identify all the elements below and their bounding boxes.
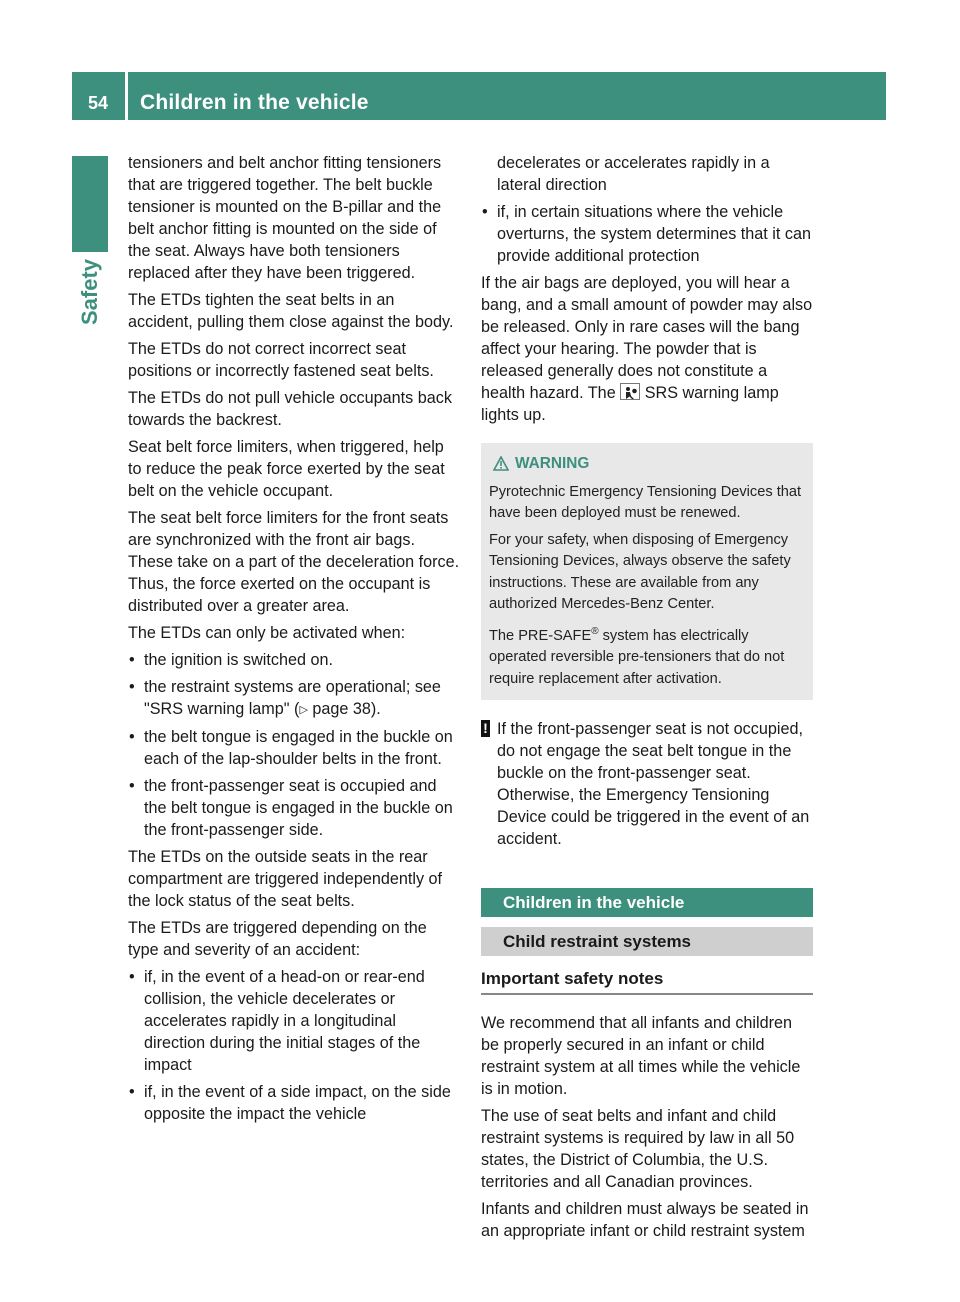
bullet-icon: • xyxy=(129,777,135,795)
warning-paragraph xyxy=(489,621,805,691)
warning-heading xyxy=(489,453,805,475)
paragraph: The ETDs on the outside seats in the rear compartment are triggered independently of the lock status of the seat belts. xyxy=(128,848,443,910)
list-item-text: the restraint systems are operational; see "SRS warning lamp" ( xyxy=(144,678,441,718)
paragraph: The ETDs tighten the seat belts in an accident, pulling them close against the body. xyxy=(128,291,454,331)
list-item-text: the front-passenger seat is occupied and the belt tongue is engaged in the buckle on the front-passenger side. xyxy=(144,777,453,839)
left-column xyxy=(128,152,461,1130)
list-item xyxy=(128,1081,461,1125)
paragraph: The ETDs can only be activated when: xyxy=(128,624,406,642)
paragraph: The ETDs do not correct incorrect seat positions or incorrectly fastened seat belts. xyxy=(128,340,434,380)
page-reference-link[interactable]: page 38). xyxy=(307,700,381,718)
section-heading: Children in the vehicle xyxy=(481,888,813,917)
list-item xyxy=(128,676,461,721)
bullet-icon: • xyxy=(129,1083,135,1101)
notice-text: If the front-passenger seat is not occupied, do not engage the seat belt tongue in the buckle on the front-passenger seat. Otherwise, the Emergency Tensioning Device could be triggered in the event of an accident. xyxy=(497,720,810,848)
paragraph: The ETDs do not pull vehicle occupants back towards the backrest. xyxy=(128,389,452,429)
side-tab-label: Safety xyxy=(77,258,102,326)
list-item xyxy=(128,966,461,1076)
page-reference-arrow-icon[interactable]: ▷ xyxy=(299,704,308,716)
trigger-conditions-list-continued xyxy=(481,152,813,267)
srs-warning-lamp-icon xyxy=(620,383,640,400)
right-column xyxy=(481,152,813,1247)
bullet-icon: • xyxy=(129,728,135,746)
warning-paragraph: For your safety, when disposing of Emergency Tensioning Devices, always observe the safety instructions. These are available from any authorized Mercedes-Benz Center. xyxy=(489,531,791,612)
bullet-icon: • xyxy=(129,968,135,986)
list-item-text: if, in certain situations where the vehicle overturns, the system determines that it can provide additional protection xyxy=(497,203,811,265)
exclamation-icon: ! xyxy=(481,720,490,737)
list-item-text: decelerates or accelerates rapidly in a lateral direction xyxy=(497,154,770,194)
paragraph: Infants and children must always be seated in an appropriate infant or child restraint system xyxy=(481,1200,809,1240)
paragraph: The use of seat belts and infant and child restraint systems is required by law in all 50 states, the District of Columbia, the U.S. territories and all Canadian provinces. xyxy=(481,1107,795,1191)
paragraph: The ETDs are triggered depending on the type and severity of an accident: xyxy=(128,919,427,959)
paragraph: The seat belt force limiters for the front seats are synchronized with the front air bags. These take on a part of the deceleration force. Thus, the force exerted on the occupant is distributed over a greater area. xyxy=(128,509,460,615)
paragraph: tensioners and belt anchor fitting tensioners that are triggered together. The belt buckle tensioner is mounted on the B-pillar and the belt anchor fitting is mounted on the side of the seat. Always have both tensioners replaced after they have been triggered. xyxy=(128,154,442,282)
airbag-paragraph xyxy=(481,272,813,426)
bullet-icon: • xyxy=(129,651,135,669)
activation-conditions-list xyxy=(128,649,461,841)
bullet-icon: • xyxy=(482,203,488,221)
warning-box xyxy=(481,443,813,700)
list-item xyxy=(128,649,461,671)
list-item xyxy=(481,201,813,267)
paragraph-text: SRS warning lamp lights up. xyxy=(481,384,779,424)
paragraph: We recommend that all infants and children be properly secured in an infant or child restraint system at all times while the vehicle is in motion. xyxy=(481,1014,801,1098)
paragraph-text: If the air bags are deployed, you will hear a bang, and a small amount of powder may also be released. Only in rare cases will the bang affect your hearing. The powder that is released generally does not constitute a health hazard. The xyxy=(481,274,813,402)
subsection-heading: Child restraint systems xyxy=(481,927,813,956)
warning-text: system has electrically operated reversible pre-tensioners that do not require replacement after activation. xyxy=(489,627,785,687)
side-tab xyxy=(72,258,108,326)
warning-heading-text: WARNING xyxy=(515,455,590,472)
trigger-conditions-list xyxy=(128,966,461,1125)
page-title: Children in the vehicle xyxy=(140,91,369,114)
warning-paragraph: Pyrotechnic Emergency Tensioning Devices that have been deployed must be renewed. xyxy=(489,483,802,521)
page-number: 54 xyxy=(87,93,109,113)
warning-triangle-icon xyxy=(493,456,509,471)
header-divider xyxy=(125,72,128,120)
list-item-text: if, in the event of a head-on or rear-end collision, the vehicle decelerates or accelerates rapidly in a longitudinal direction during the initial stages of the impact xyxy=(144,968,425,1074)
warning-text: The PRE-SAFE xyxy=(489,627,592,644)
bullet-icon: • xyxy=(129,678,135,696)
registered-mark: ® xyxy=(591,625,599,637)
list-item-text: if, in the event of a side impact, on the side opposite the impact the vehicle xyxy=(144,1083,451,1123)
list-item-text: the belt tongue is engaged in the buckle on each of the lap-shoulder belts in the front. xyxy=(144,728,453,768)
list-item xyxy=(481,152,813,196)
list-item xyxy=(128,726,461,770)
side-tab-block xyxy=(72,156,108,252)
topic-heading: Important safety notes xyxy=(481,968,813,995)
paragraph: Seat belt force limiters, when triggered, help to reduce the peak force exerted by the seat belt on the vehicle occupant. xyxy=(128,438,445,500)
material-damage-notice xyxy=(481,718,813,850)
list-item xyxy=(128,775,461,841)
list-item-text: the ignition is switched on. xyxy=(144,651,333,669)
